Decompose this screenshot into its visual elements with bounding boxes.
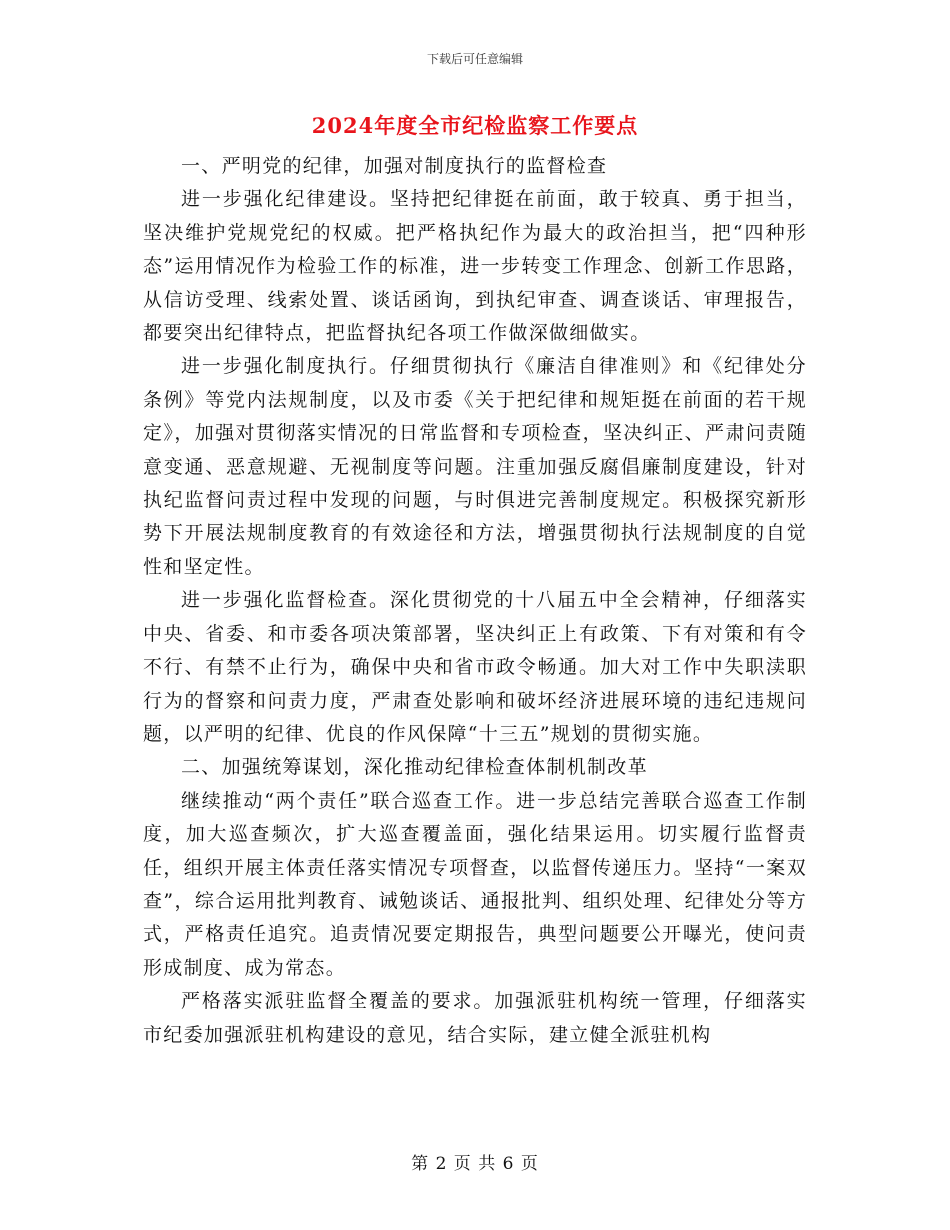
page-number: 第 2 页 共 6 页 [411,1154,539,1174]
header-note: 下载后可任意编辑 [426,52,523,66]
section-heading-2: 二、加强统筹谋划，深化推动纪律检查体制机制改革 [181,756,648,779]
paragraph-system-execution: 进一步强化制度执行。仔细贯彻执行《廉洁自律准则》和《纪律处分条例》等党内法规制度，以及市委《关于把纪律和规矩挺在前面的若干规定》，加强对贯彻落实情况的日常监督和专项检查，坚决纠正、严肃问责随意变通、恶意规避、无视制度等问题。注重加强反腐倡廉制度建设，针对执纪监督问责过程中发现的问题，与时俱进完善制度规定。积极探究新形势下开展法规制度教育的有效途径和方法，增强贯彻执行法规制度的自觉性和坚定性。 [143,355,807,578]
paragraph-supervision-inspection: 进一步强化监督检查。深化贯彻党的十八届五中全会精神，仔细落实中央、省委、和市委各项决策部署，坚决纠正上有政策、下有对策和有令不行、有禁不止行为，确保中央和省市政令畅通。加大对工作中失职渎职行为的督察和问责力度，严肃查处影响和破坏经济进展环境的违纪违规问题，以严明的纪律、优良的作风保障“十三五”规划的贯彻实施。 [143,589,807,745]
paragraph-discipline-building: 进一步强化纪律建设。坚持把纪律挺在前面，敢于较真、勇于担当，坚决维护党规党纪的权威。把严格执纪作为最大的政治担当，把“四种形态”运用情况作为检验工作的标准，进一步转变工作理念、创新工作思路，从信访受理、线索处置、谈话函询，到执纪审查、调查谈话、审理报告，都要突出纪律特点，把监督执纪各项工作做深做细做实。 [143,188,807,345]
document-title: 2024年度全市纪检监察工作要点 [311,113,639,138]
section-heading-1: 一、严明党的纪律，加强对制度执行的监督检查 [181,155,608,177]
paragraph-joint-inspection: 继续推动“两个责任”联合巡查工作。进一步总结完善联合巡查工作制度，加大巡查频次，扩大巡查覆盖面，强化结果运用。切实履行监督责任，组织开展主体责任落实情况专项督查，以监督传递压力。坚持“一案双查”，综合运用批判教育、诫勉谈话、通报批判、组织处理、纪律处分等方式，严格责任追究。追责情况要定期报告，典型问题要公开曝光，使问责形成制度、成为常态。 [143,789,807,979]
document-body [143,150,807,1052]
paragraph-dispatched-supervision: 严格落实派驻监督全覆盖的要求。加强派驻机构统一管理，仔细落实市纪委加强派驻机构建设的意见，结合实际，建立健全派驻机构 [143,990,807,1046]
